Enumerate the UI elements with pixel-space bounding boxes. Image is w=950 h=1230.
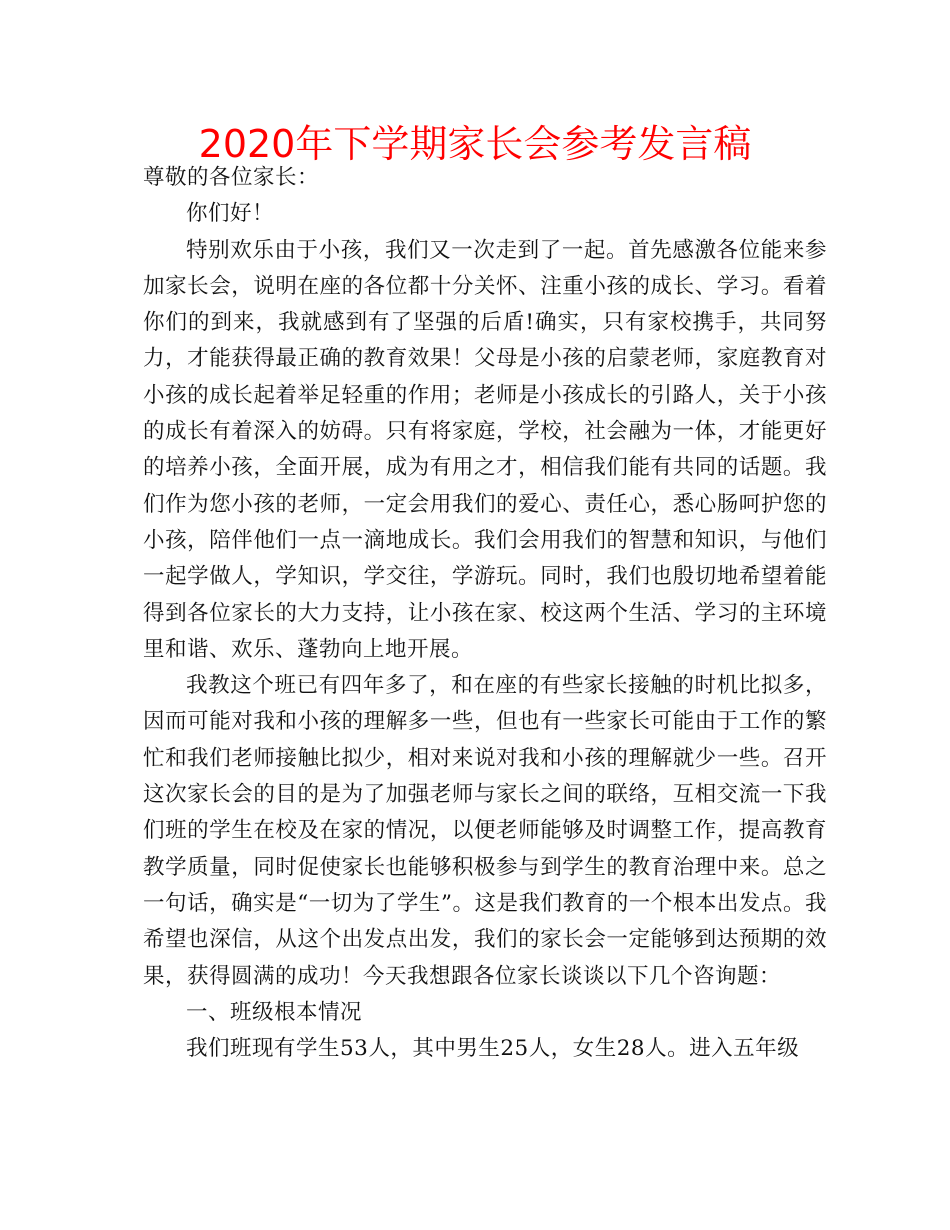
greeting: 你们好！	[186, 201, 275, 227]
paragraph-1: 特别欢乐由于小孩，我们又一次走到了一起。首先感激各位能来参加家长会，说明在座的各位都十分关怀、注重小孩的成长、学习。看着你们的到来，我就感到有了坚强的后盾!确实，只有家校携手，共同努力，才能获得最正确的教育效果！父母是小孩的启蒙老师，家庭教育对小孩的成长起着举足轻重的作用；老师是小孩成长的引路人，关于小孩的成长有着深入的妨碍。只有将家庭，学校，社会融为一体，才能更好的培养小孩，全面开展，成为有用之才，相信我们能有共同的话题。我们作为您小孩的老师，一定会用我们的爱心、责任心，悉心肠呵护您的小孩，陪伴他们一点一滴地成长。我们会用我们的智慧和知识，与他们一起学做人，学知识，学交往，学游玩。同时，我们也殷切地希望着能得到各位家长的大力支持，让小孩在家、校这两个生活、学习的主环境里和谐、欢乐、蓬勃向上地开展。	[143, 237, 827, 662]
paragraph-3: 我们班现有学生53人，其中男生25人，女生28人。进入五年级	[186, 1036, 800, 1062]
paragraph-2: 我教这个班已有四年多了，和在座的有些家长接触的时机比拟多，因而可能对我和小孩的理解多一些，但也有一些家长可能由于工作的繁忙和我们老师接触比拟少，相对来说对我和小孩的理解就少一些。召开这次家长会的目的是为了加强老师与家长之间的联络，互相交流一下我们班的学生在校及在家的情况，以便老师能够及时调整工作，提高教育教学质量，同时促使家长也能够积极参与到学生的教育治理中来。总之一句话，确实是“一切为了学生”。这是我们教育的一个根本出发点。我希望也深信，从这个出发点出发，我们的家长会一定能够到达预期的效果，获得圆满的成功！今天我想跟各位家长谈谈以下几个咨询题：	[143, 673, 827, 989]
section-heading: 一、班级根本情况	[186, 999, 363, 1025]
document-body	[143, 160, 827, 1067]
document-title: 2020年下学期家长会参考发言稿	[198, 122, 752, 166]
salutation: 尊敬的各位家长：	[143, 165, 320, 190]
